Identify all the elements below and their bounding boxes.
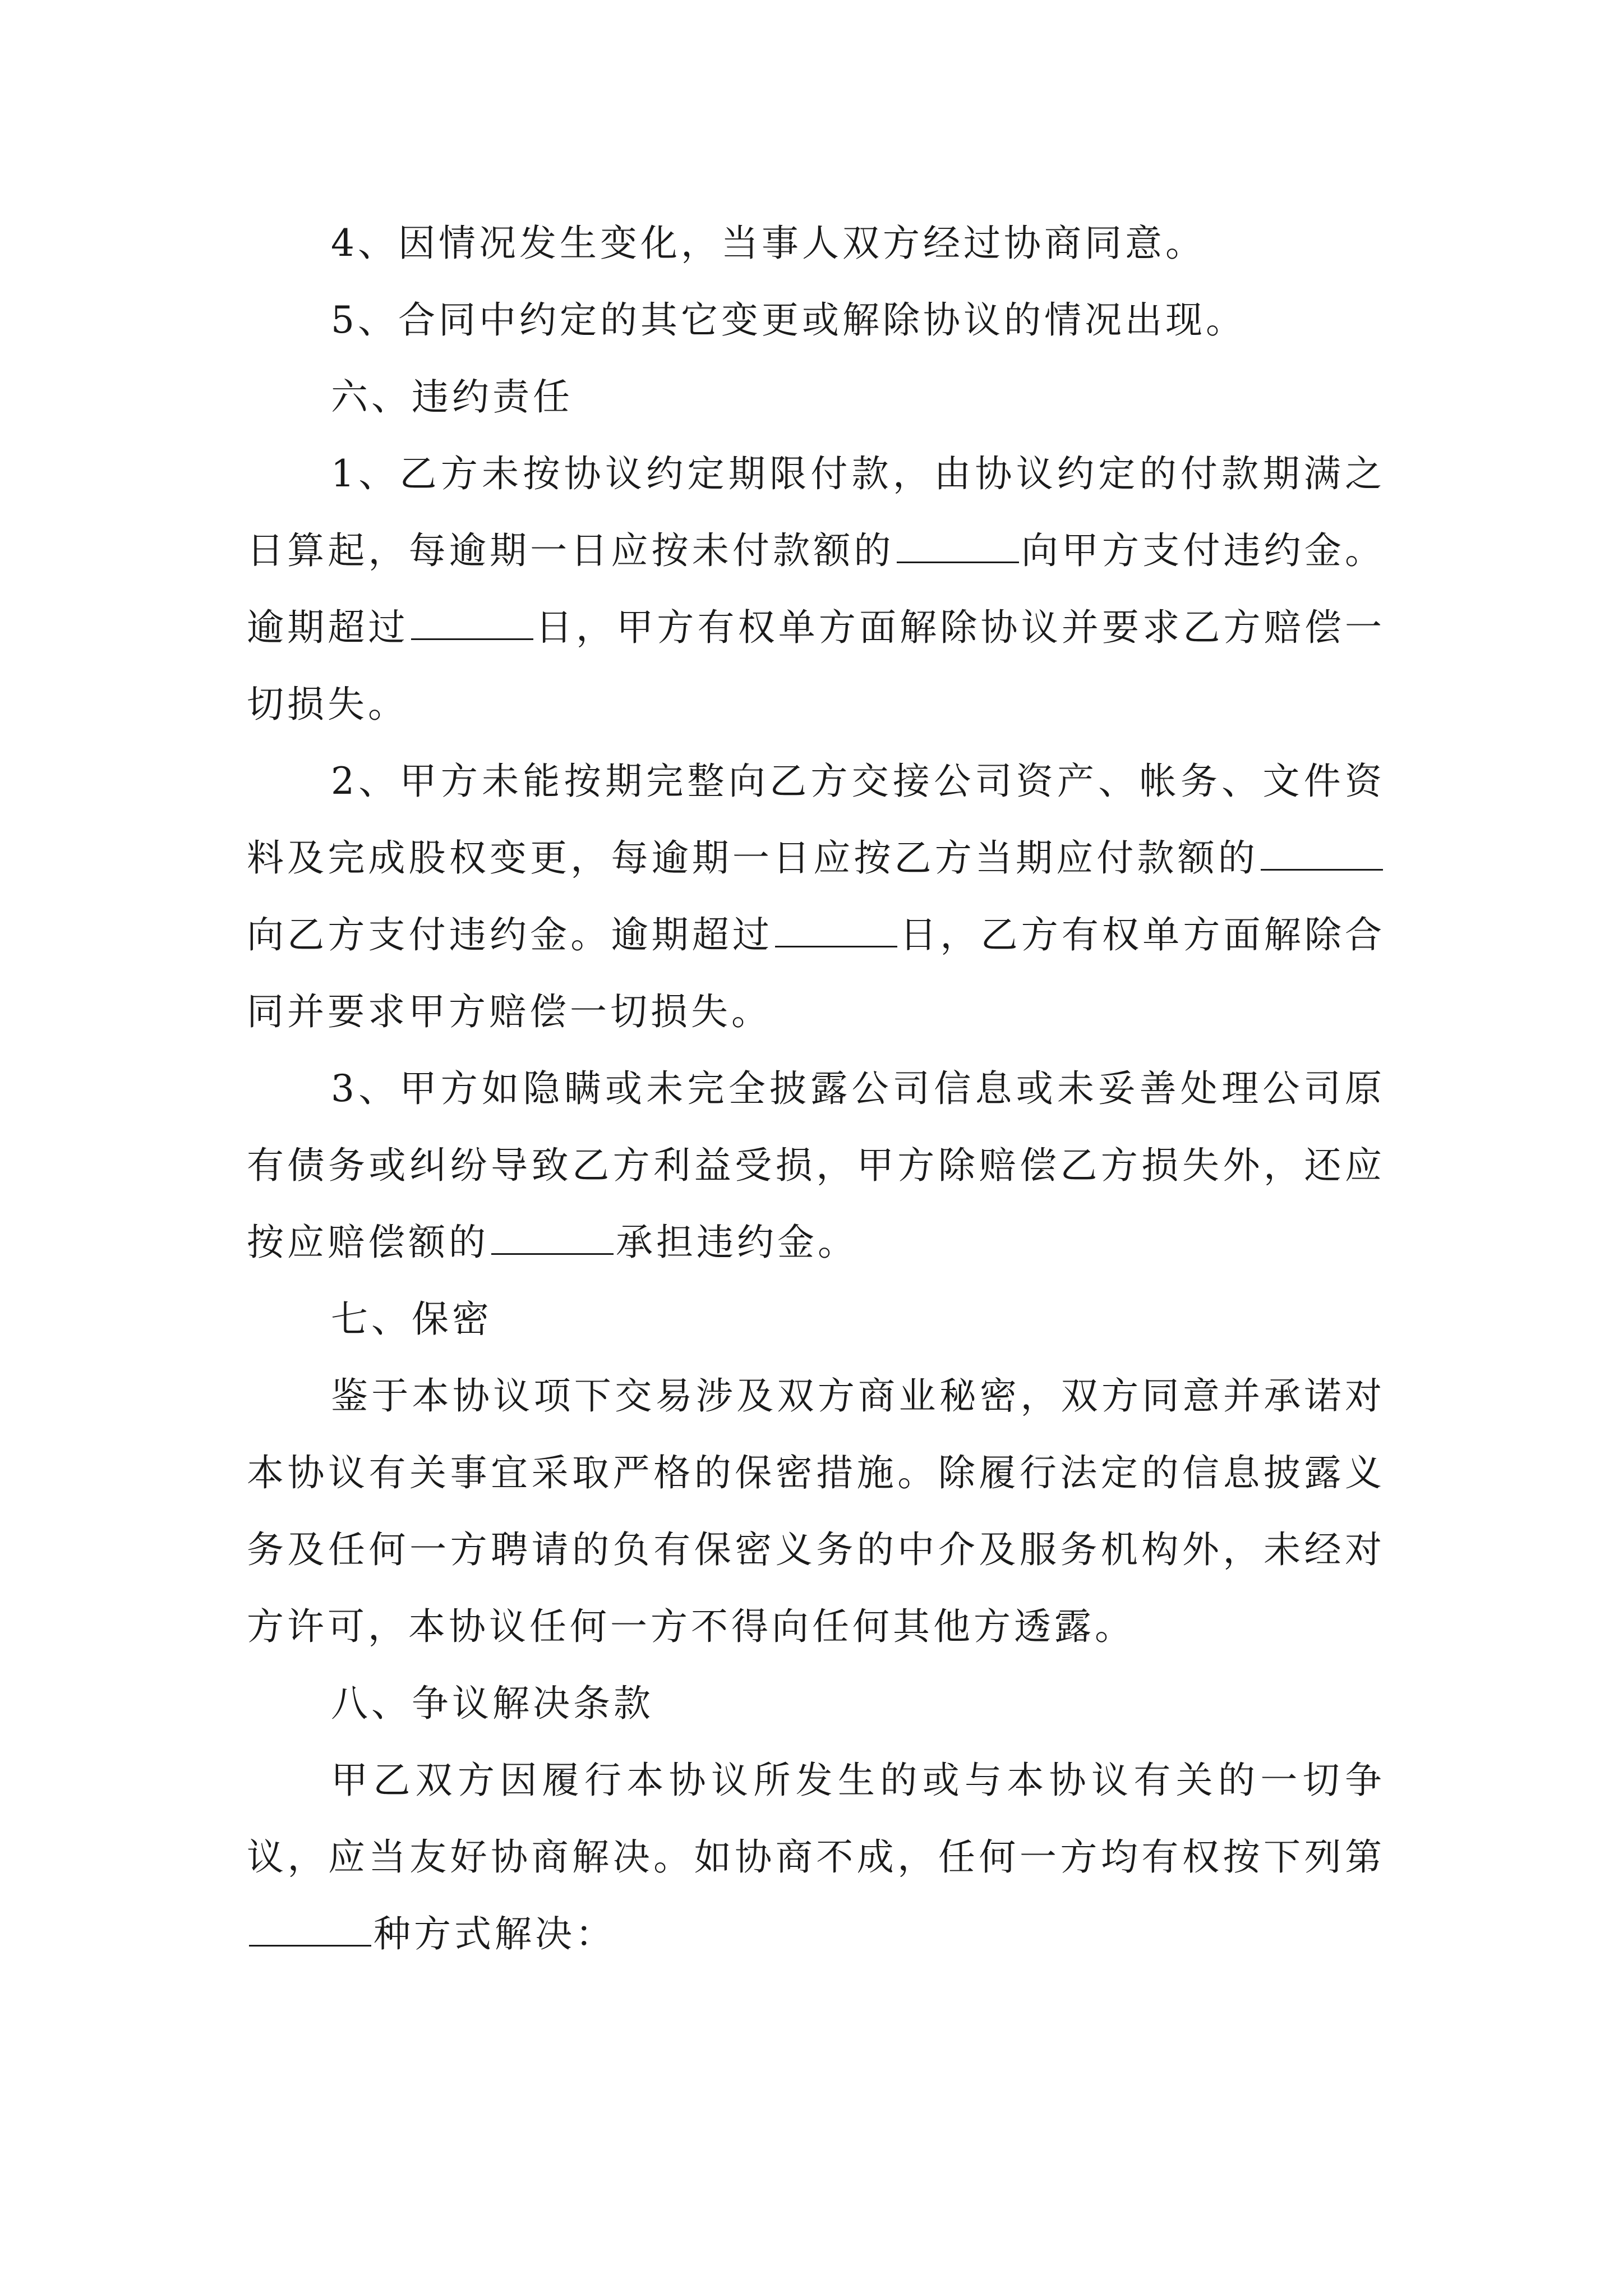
breach-clause-2-text-c: 日，乙方有权单方面解除合同并要求甲方赔偿一切损失。 <box>247 913 1386 1033</box>
breach-clause-2-text-b: 向乙方支付违约金。逾期超过 <box>247 913 773 956</box>
breach-clause-1-text-b: 向甲方支付违约金。逾期超过 <box>247 529 1386 649</box>
fill-in-blank <box>249 1912 371 1947</box>
clause-5-paragraph <box>247 282 1385 358</box>
breach-clause-3-text-a: 3、甲方如隐瞒或未完全披露公司信息或未妥善处理公司原有债务或纠纷导致乙方利益受损，甲方除赔偿乙方损失外，还应按应赔偿额的 <box>247 1067 1385 1264</box>
breach-clause-2-text-a: 2、甲方未能按期完整向乙方交接公司资产、帐务、文件资料及完成股权变更，每逾期一日应按乙方当期应付款额的 <box>247 760 1385 880</box>
section-8-heading <box>247 1665 1385 1742</box>
breach-clause-3-paragraph <box>247 1050 1385 1281</box>
confidentiality-text: 鉴于本协议项下交易涉及双方商业秘密，双方同意并承诺对本协议有关事宜采取严格的保密措施。除履行法定的信息披露义务及任何一方聘请的负有保密义务的中介及服务机构外，未经对方许可，本协议任何一方不得向任何其他方透露。 <box>247 1374 1385 1648</box>
document-body <box>247 205 1385 1972</box>
breach-clause-2-paragraph <box>247 743 1385 1050</box>
clause-4-text: 4、因情况发生变化，当事人双方经过协商同意。 <box>331 222 1206 265</box>
confidentiality-paragraph <box>247 1358 1385 1665</box>
fill-in-blank <box>897 529 1019 563</box>
section-8-heading-text: 八、争议解决条款 <box>331 1682 654 1725</box>
breach-clause-1-paragraph <box>247 435 1385 743</box>
clause-5-text: 5、合同中约定的其它变更或解除协议的情况出现。 <box>331 298 1246 342</box>
clause-4-paragraph <box>247 205 1385 282</box>
section-7-heading <box>247 1281 1385 1358</box>
dispute-resolution-text-a: 甲乙双方因履行本协议所发生的或与本协议有关的一切争议，应当友好协商解决。如协商不成，任何一方均有权按下列第 <box>247 1759 1385 1879</box>
section-6-heading-text: 六、违约责任 <box>331 375 573 418</box>
dispute-resolution-text-b: 种方式解决： <box>374 1912 616 1955</box>
fill-in-blank <box>411 606 533 640</box>
fill-in-blank <box>1261 836 1383 871</box>
fill-in-blank <box>775 913 897 947</box>
section-7-heading-text: 七、保密 <box>331 1297 492 1341</box>
breach-clause-1-text-c: 日，甲方有权单方面解除协议并要求乙方赔偿一切损失。 <box>247 606 1386 726</box>
breach-clause-1-text-a: 1、乙方未按协议约定期限付款，由协议约定的付款期满之日算起，每逾期一日应按未付款额的 <box>247 452 1385 572</box>
section-6-heading <box>247 358 1385 435</box>
dispute-resolution-paragraph <box>247 1742 1385 1972</box>
breach-clause-3-text-b: 承担违约金。 <box>616 1221 858 1264</box>
fill-in-blank <box>491 1221 614 1255</box>
